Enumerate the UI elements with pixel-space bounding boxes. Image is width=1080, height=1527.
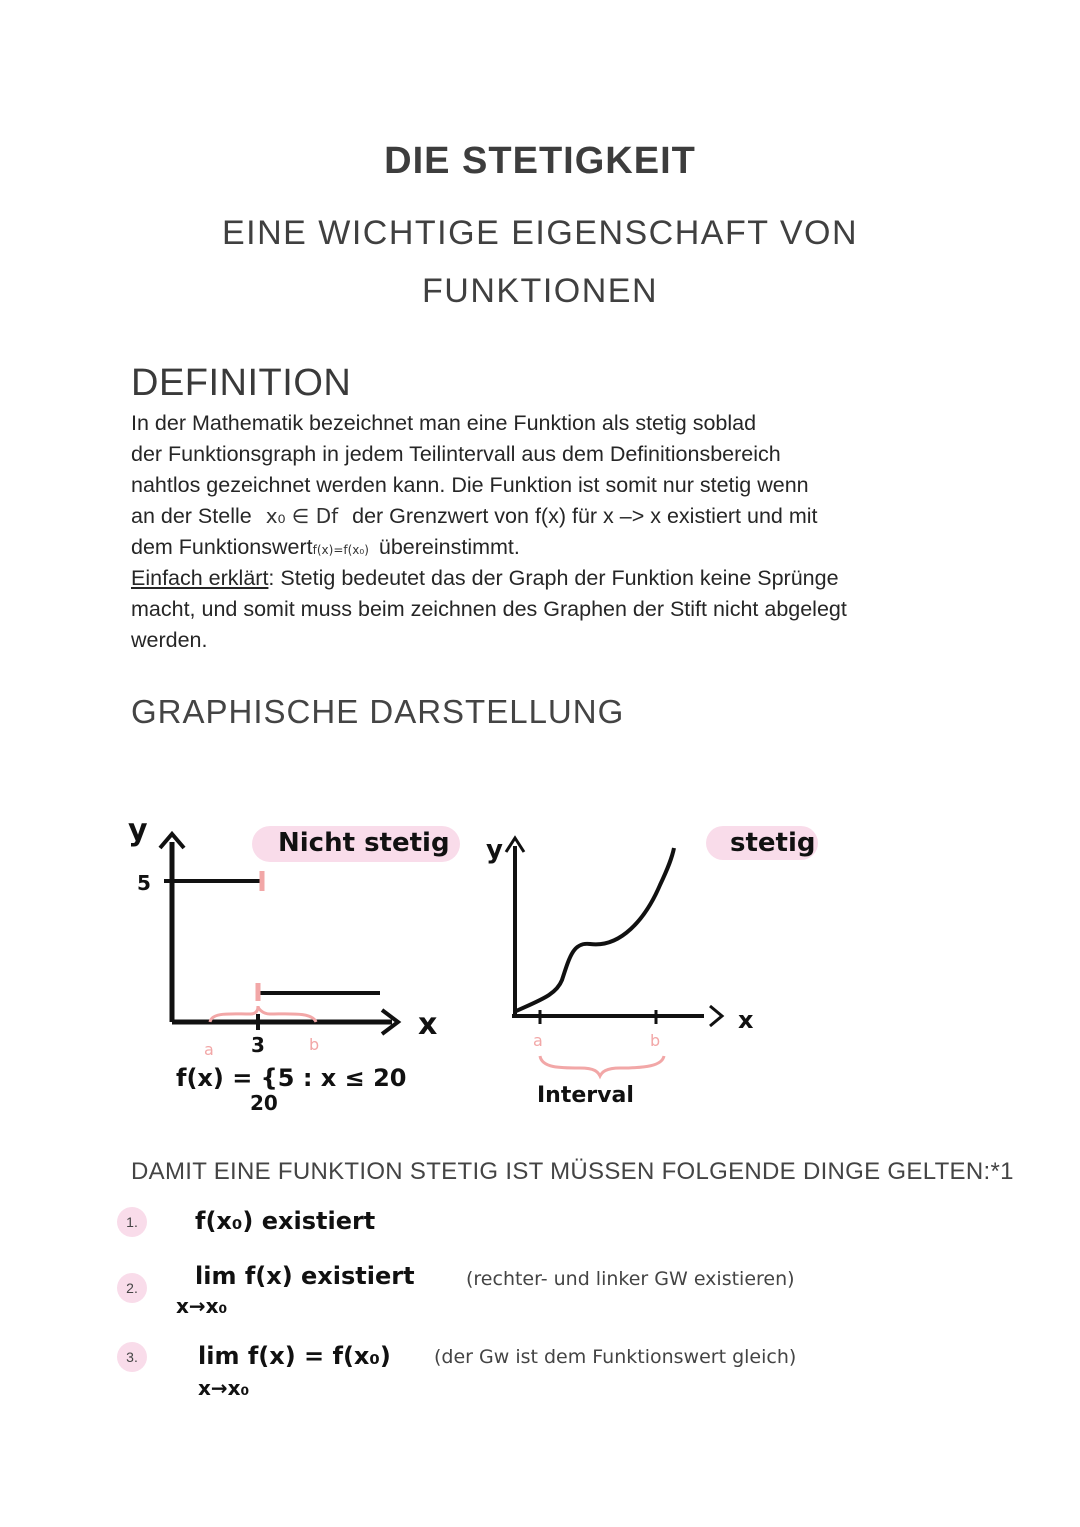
graph-heading: GRAPHISCHE DARSTELLUNG — [131, 693, 625, 730]
label-continuous: stetig — [730, 828, 816, 858]
definition-line-5-start: dem Funktionswert — [131, 535, 313, 559]
graph-continuous — [486, 826, 818, 1108]
conditions-heading: DAMIT EINE FUNKTION STETIG IST MÜSSEN FOLGENDE DINGE GELTEN:*1 — [131, 1158, 1014, 1185]
definition-line-5-end: übereinstimmt. — [378, 535, 520, 559]
page-subtitle-line2: FUNKTIONEN — [422, 272, 658, 310]
condition-3-number: 3. — [117, 1342, 147, 1372]
formula-line-1: f(x) = {5 : x ≤ 20 — [176, 1064, 407, 1092]
definition-line-2: der Funktionsgraph in jedem Teilintervall aus dem Definitionsbereich — [131, 442, 781, 466]
b-label-left: b — [309, 1035, 320, 1054]
formula-line-2: 20 — [250, 1091, 278, 1115]
definition-line-4-end: der Grenzwert von f(x) für x –> x existiert und mit — [352, 504, 818, 528]
x-axis-label-right: x — [738, 1006, 754, 1034]
definition-line-6 — [131, 566, 839, 591]
condition-2-limit-sub: x→x₀ — [176, 1294, 228, 1318]
x-arrow-right — [710, 1006, 722, 1026]
definition-line-8: werden. — [131, 628, 208, 652]
a-label-right: a — [533, 1031, 543, 1050]
simple-explanation-label: Einfach erklärt — [131, 566, 269, 590]
definition-line-7: macht, und somit muss beim zeichnen des Graphen der Stift nicht abgelegt — [131, 597, 847, 621]
condition-1-number: 1. — [117, 1207, 147, 1237]
page-title: DIE STETIGKEIT — [384, 140, 696, 182]
definition-line-3: nahtlos gezeichnet werden kann. Die Funktion ist somit nur stetig wenn — [131, 473, 809, 497]
condition-3-note: (der Gw ist dem Funktionswert gleich) — [434, 1346, 797, 1368]
x-axis-label-left: x — [418, 1007, 438, 1042]
condition-2-note: (rechter- und linker GW existieren) — [466, 1268, 795, 1290]
handwritten-x0-in-df: x₀ ∈ Df — [265, 504, 339, 528]
page-subtitle-line1: EINE WICHTIGE EIGENSCHAFT VON — [221, 214, 859, 252]
definition-line-4 — [131, 504, 818, 529]
definition-line-1: In der Mathematik bezeichnet man eine Funktion als stetig soblad — [131, 411, 757, 435]
interval-brace-right — [540, 1056, 664, 1076]
handwritten-function-value: f(x)=f(x₀) — [312, 543, 369, 557]
interval-label: Interval — [537, 1083, 634, 1108]
condition-3-limit-sub: x→x₀ — [198, 1376, 250, 1400]
condition-2-text: lim f(x) existiert — [195, 1262, 415, 1290]
definition-line-4-start: an der Stelle — [131, 504, 252, 528]
continuous-curve — [514, 848, 674, 1012]
condition-1-text: f(x₀) existiert — [195, 1207, 376, 1235]
definition-line-5 — [131, 535, 520, 560]
a-label-left: a — [204, 1040, 214, 1059]
b-label-right: b — [650, 1031, 661, 1050]
label-not-continuous: Nicht stetig — [278, 828, 450, 858]
condition-3-text: lim f(x) = f(x₀) — [198, 1342, 391, 1370]
condition-2-number: 2. — [117, 1273, 147, 1303]
definition-heading: DEFINITION — [131, 362, 352, 404]
y-tick-5: 5 — [137, 871, 151, 895]
graphs-figure — [0, 790, 1080, 1130]
definition-line-6-rest: : Stetig bedeutet das der Graph der Funktion keine Sprünge — [268, 566, 839, 590]
graph-not-continuous — [128, 813, 460, 1115]
y-axis-label-right: y — [486, 835, 503, 865]
x-tick-3: 3 — [251, 1033, 265, 1057]
y-axis-label-left: y — [128, 813, 148, 848]
